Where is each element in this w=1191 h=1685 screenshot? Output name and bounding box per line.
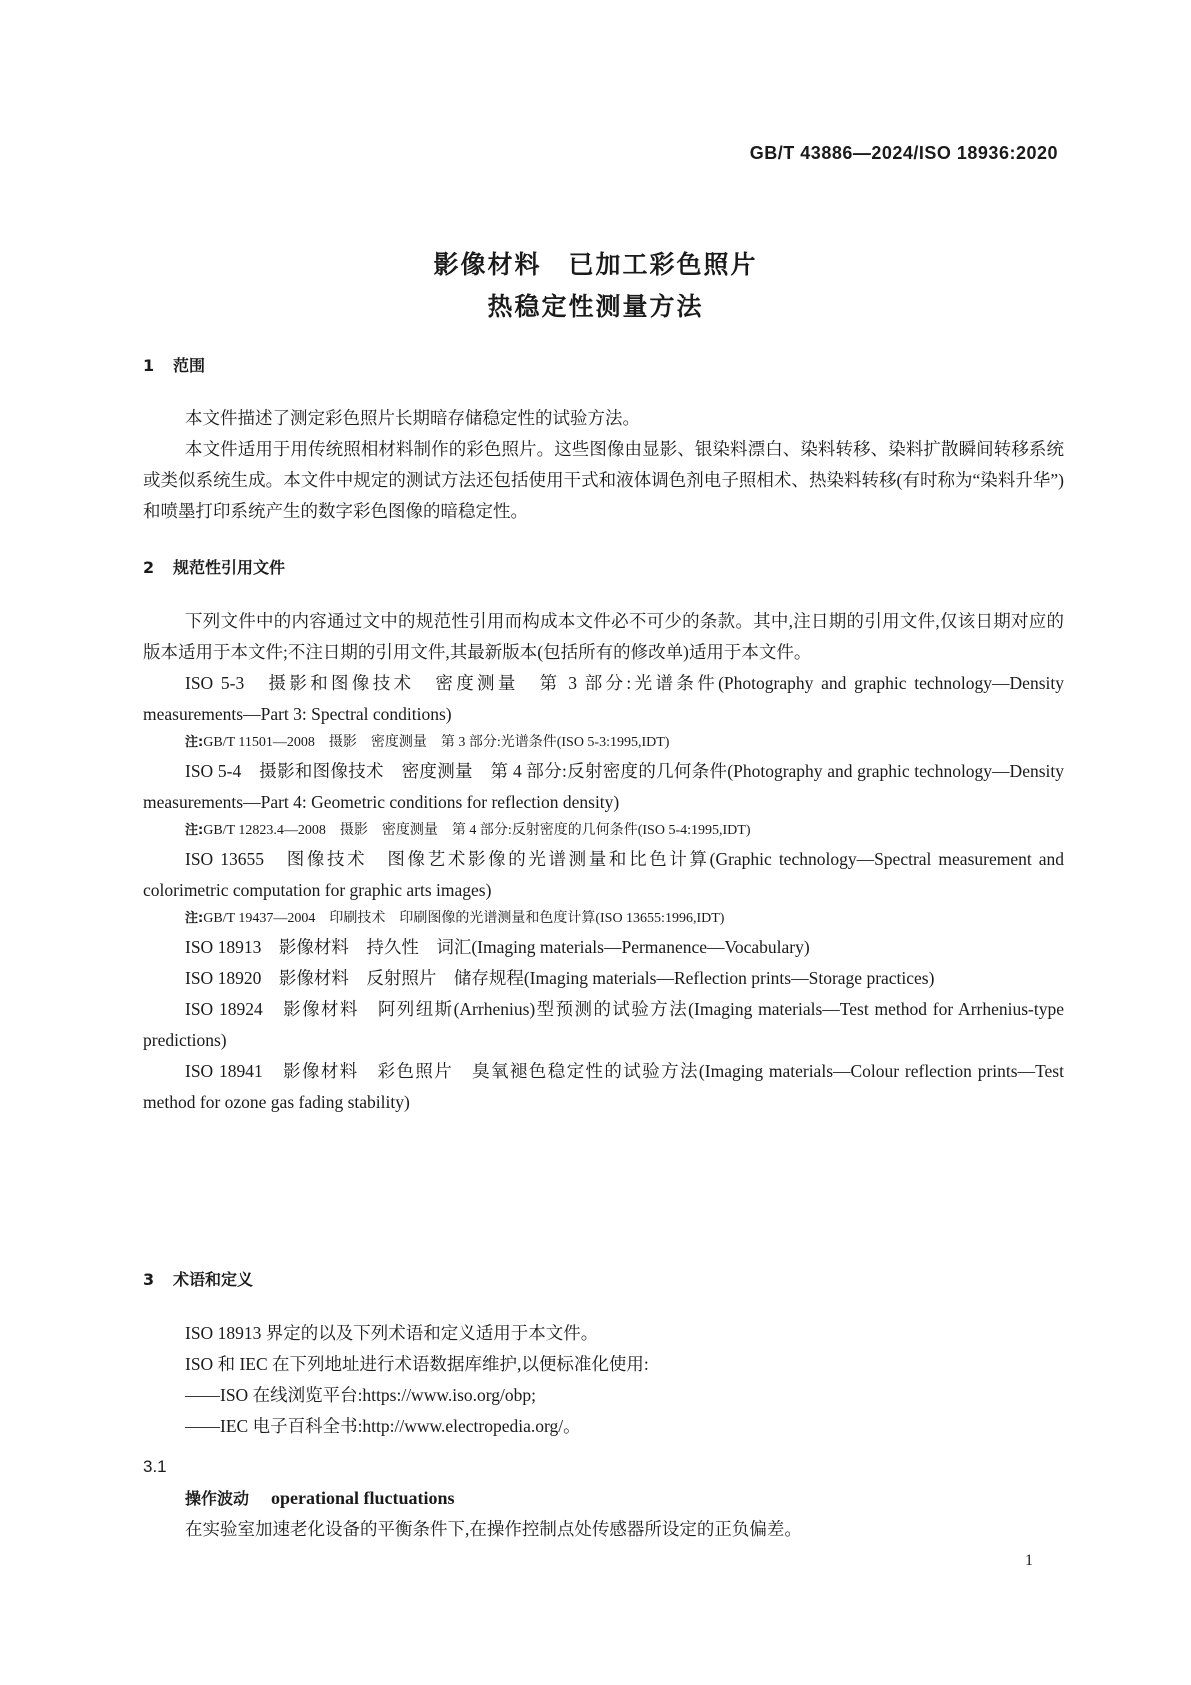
list-item: ——ISO 在线浏览平台:https://www.iso.org/obp; [185, 1385, 536, 1405]
section-title: 范围 [173, 356, 206, 375]
reference-note [143, 730, 1064, 756]
reference-item: ISO 5-4 摄影和图像技术 密度测量 第 4 部分:反射密度的几何条件(Photography and graphic technology—Density measurements—Part 4: Geometric conditions for reflection density) [143, 761, 1064, 812]
section-2-heading [143, 555, 285, 578]
note-text: GB/T 12823.4—2008 摄影 密度测量 第 4 部分:反射密度的几何条件(ISO 5-4:1995,IDT) [203, 823, 751, 838]
paragraph: ISO 18913 界定的以及下列术语和定义适用于本文件。 [185, 1323, 599, 1343]
reference-item: ISO 5-3 摄影和图像技术 密度测量 第 3 部分:光谱条件(Photography and graphic technology—Density measurements—Part 3: Spectral conditions) [143, 673, 1064, 724]
section-3-body [143, 1318, 1064, 1442]
note-label: 注: [185, 823, 204, 838]
section-number: 3 [143, 1270, 155, 1289]
section-title: 术语和定义 [173, 1270, 254, 1289]
section-1-heading [143, 353, 205, 376]
list-item: ——IEC 电子百科全书:http://www.electropedia.org/。 [185, 1416, 581, 1436]
term-name [185, 1486, 455, 1509]
paragraph: 本文件适用于用传统照相材料制作的彩色照片。这些图像由显影、银染料漂白、染料转移、染料扩散瞬间转移系统或类似系统生成。本文件中规定的测试方法还包括使用干式和液体调色剂电子照相术、热染料转移(有时称为“染料升华”)和喷墨打印系统产生的数字彩色图像的暗稳定性。 [143, 439, 1064, 521]
term-name-en: operational fluctuations [271, 1488, 455, 1508]
reference-note [143, 906, 1064, 932]
term-number: 3.1 [143, 1457, 167, 1476]
section-number: 2 [143, 558, 155, 577]
note-label: 注: [185, 911, 204, 926]
reference-item: ISO 18924 影像材料 阿列纽斯(Arrhenius)型预测的试验方法(Imaging materials—Test method for Arrhenius-type predictions) [143, 999, 1064, 1050]
section-1-body [143, 403, 1064, 527]
reference-item: ISO 18913 影像材料 持久性 词汇(Imaging materials—Permanence—Vocabulary) [185, 937, 810, 957]
note-text: GB/T 19437—2004 印刷技术 印刷图像的光谱测量和色度计算(ISO 13655:1996,IDT) [203, 911, 725, 926]
note-label: 注: [185, 735, 204, 750]
page-number: 1 [1025, 1552, 1033, 1569]
reference-item: ISO 18920 影像材料 反射照片 储存规程(Imaging materials—Reflection prints—Storage practices) [185, 968, 935, 988]
reference-note [143, 818, 1064, 844]
section-number: 1 [143, 356, 155, 375]
section-2-body [143, 606, 1064, 1118]
reference-item: ISO 18941 影像材料 彩色照片 臭氧褪色稳定性的试验方法(Imaging materials—Colour reflection prints—Test method for ozone gas fading stability) [143, 1061, 1064, 1112]
reference-item: ISO 13655 图像技术 图像艺术影像的光谱测量和比色计算(Graphic technology—Spectral measurement and colorimetric computation for graphic arts images) [143, 849, 1064, 900]
section-title: 规范性引用文件 [173, 558, 286, 577]
term-definition: 在实验室加速老化设备的平衡条件下,在操作控制点处传感器所设定的正负偏差。 [185, 1519, 802, 1539]
section-3-heading [143, 1267, 253, 1290]
document-title-line1: 影像材料 已加工彩色照片 [433, 250, 758, 279]
term-name-zh: 操作波动 [185, 1489, 250, 1508]
paragraph: 下列文件中的内容通过文中的规范性引用而构成本文件必不可少的条款。其中,注日期的引用文件,仅该日期对应的版本适用于本文件;不注日期的引用文件,其最新版本(包括所有的修改单)适用于本文件。 [143, 611, 1064, 662]
paragraph: 本文件描述了测定彩色照片长期暗存储稳定性的试验方法。 [185, 408, 640, 428]
document-title-line2: 热稳定性测量方法 [487, 292, 704, 321]
standard-code: GB/T 43886—2024/ISO 18936:2020 [749, 143, 1058, 163]
note-text: GB/T 11501—2008 摄影 密度测量 第 3 部分:光谱条件(ISO 5-3:1995,IDT) [203, 735, 670, 750]
paragraph: ISO 和 IEC 在下列地址进行术语数据库维护,以便标准化使用: [185, 1354, 649, 1374]
